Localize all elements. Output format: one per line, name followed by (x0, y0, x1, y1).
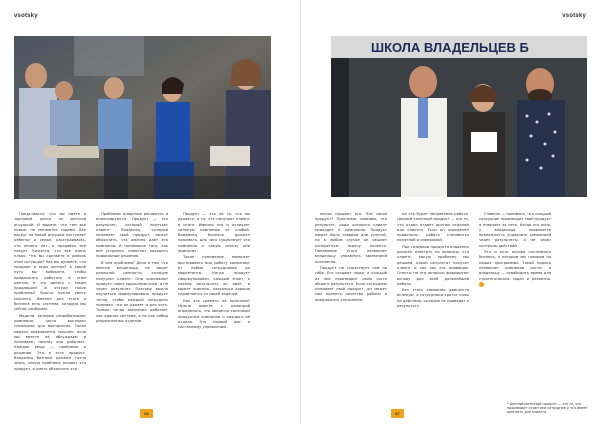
owners-school-photo-illustration (331, 36, 587, 197)
left-text-columns (14, 212, 250, 373)
right-column-1 (315, 212, 387, 310)
paragraph: Представьте, что вы идёте в торговый центр за детской игрушкой. И видите, что там всё новые: не меняются годами. Все вокруг на новой игрушке наступает ребёнку и семье, расстраиваясь, что ничего нет, а продавец всё пакует. Кажется, что все очень плохо. Что вы сделаете в рамках этой ситуации? Как вы думаете, что продают в этом центре? А какой путь вы выберете, чтобы продолжать работать в этом центре, и что делать с таким продавцом? И откуда такие проблемы? Просто нужно уметь мыслить. Именно для этого в бизнесе есть система, которую мы сейчас разберём. (14, 212, 86, 312)
paragraph: Проблемы владения решаются и анализируются. Продукт — это результат, который получает клиент. Владелец, который понимает свой продукт, может объяснить, что именно даёт его компания. И понимание того, как всё устроено, помогает находить правильные решения. (96, 212, 168, 259)
paragraph: При создании продукта владелец должен ответить на вопросы: кто клиент, какую проблему мы решаем, какой результат получит клиент и как мы это проверим. Ответы на эти вопросы формируют основу для всей дальнейшей работы. (397, 244, 469, 286)
right-page (300, 0, 600, 424)
banner-text: ШКОЛА ВЛАДЕЛЬЦЕВ Б (371, 40, 529, 55)
end-mark-icon (479, 282, 484, 287)
right-column-2 (397, 212, 469, 310)
paragraph: на что будет направлена работа. Ценный конечный продукт — это то, что отдел отдаёт другим отделам или клиенту. Если он определён правильно, работа становится понятной и измеримой. (397, 212, 469, 243)
paragraph: Продукт не существует сам по себе. Его создают люди, и каждый из них производит свою часть общего результата. Если сотрудник понимает свой продукт, он может сам оценить качество работы и предложить улучшения. (315, 265, 387, 302)
paragraph-text: Это и есть основа системного бизнеса, о котором мы говорим на наших программах. Такой подход позволяет компании расти, а владельцу — освободить время для стратегических задач и развития. (479, 250, 551, 281)
paragraph: Продукт — это не то, что вы делаете, а то, что получает клиент в итоге. Именно это и отличает сильную компанию от слабой. Владелец бизнеса должен понимать, для чего существует его компания и какую пользу она приносит. (178, 212, 250, 254)
seminar-photo-illustration (14, 36, 271, 199)
paragraph: потом продает его. Что такое продукт? Простыми словами, это результат, ради которого клиент приходит в компанию. Продукт может быть товаром или услугой, но в любом случае он решает конкретную задачу клиента. Понимание этого позволяет владельцу управлять компанией осознанно. (315, 212, 387, 264)
left-column-3 (178, 212, 250, 373)
photo-seminar (14, 36, 271, 199)
brand-name-right: vsotsky (562, 13, 586, 19)
paragraph: Модели, которые разрабатывает компания, часто выглядят сложными для восприятия. Такая модель оказывается сильнее, если мы вместе её обсуждаем и понимаем, почему она работает. Каждая вещь — проблема и решение. Это и есть продукт. Владелец бизнеса должен точно знать, какую проблему решает его продукт, и уметь объяснить это. (14, 313, 86, 371)
left-column-2 (96, 212, 168, 373)
photo-owners-school (331, 36, 587, 197)
paragraph: Без этого компания двигается вслепую, а сотрудники тратят силы на действия, которые не приводят к результату. (397, 288, 469, 309)
paragraph: Такое понимание помогает выстраивать всю работу компании: от найма сотрудников до маркетинга. Когда продукт сформулирован, каждый знает, к какому результату он идёт, и может оценить, насколько хорошо справляется со своей задачей. (178, 255, 250, 297)
paragraph (479, 250, 551, 288)
footnote: * Ценный конечный продукт — это то, что производит отдел или сотрудник и что имеет ценность для клиента. (507, 402, 588, 415)
page-number-left: 66 (140, 409, 153, 418)
paragraph: Главное — понимать, что каждый сотрудник производит свой продукт и отвечает за него. Когда это ясно, у владельца появляется возможность управлять компанией через результаты, а не через контроль действий. (479, 212, 551, 248)
right-text-columns (315, 212, 551, 310)
left-column-1 (14, 212, 86, 373)
paragraph: Как это сделать на практике? Нужно вместе с командой определить, что является конечным продуктом компании и каждого её отдела. Это первый шаг к системному управлению. (178, 298, 250, 330)
page-number-right: 67 (391, 409, 404, 418)
brand-name-left: vsotsky (14, 13, 38, 19)
paragraph: В чём проблема? Дело в том, что многие владельцы не видят реальной ценности, которую получает клиент. Они описывают продукт через характеристики, а не через результат. Поэтому важно научиться формулировать продукт точно, чтобы каждый сотрудник понимал, что он делает и для кого. Только тогда компания работает как единая система, а не как набор разрозненных отделов. (96, 260, 168, 323)
right-column-3 (479, 212, 551, 310)
